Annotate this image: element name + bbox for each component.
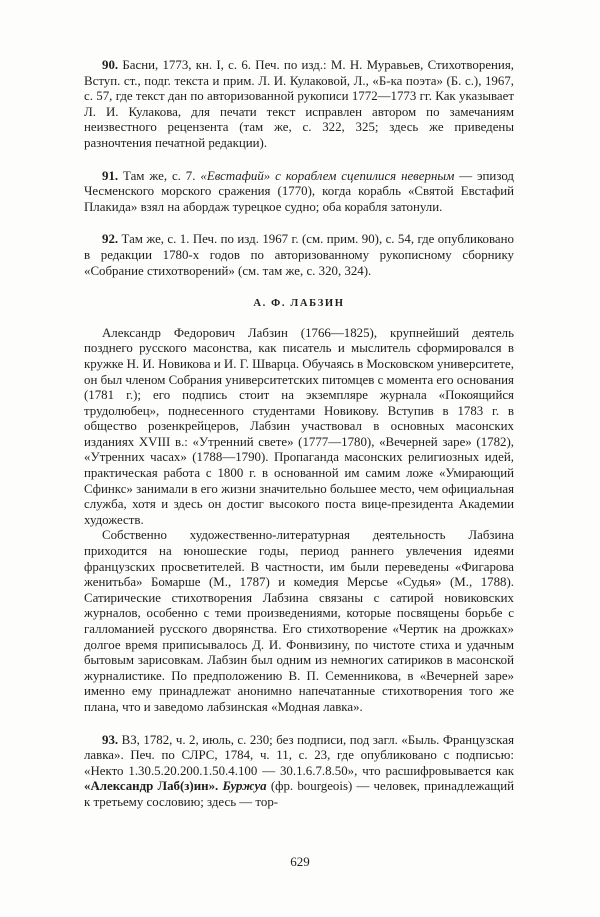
- note-number: 92.: [102, 232, 119, 247]
- note-text: Басни, 1773, кн. I, с. 6. Печ. по изд.: М. Н. Муравьев, Стихотворения, Вступ. ст., подг. текста и прим. Л. И. Кулаковой, Л., «Б-ка поэта» (Б. с.), 1967, с. 57, где текст дан по авторизованной рукописи 1772—1773 гг. Как указывает Л. И. Кулакова, для печати текст исправлен автором по замечаниям неизвестного рецензента (там же, с. 322, 325; здесь же приведены разночтения печатной редакции).: [84, 58, 514, 150]
- note-number: 91.: [102, 168, 119, 183]
- intro-paragraph-2: Собственно художественно-литературная деятельность Лабзина приходится на юношеские годы, период раннего увлечения идеями французских просветителей. В частности, им были переведены «Фигарова женитьба» Бомарше (М., 1787) и комедия Мерсье «Судья» (М., 1788). Сатирические стихотворения Лабзина связаны с сатирой новиковских журналов, особенно с теми произведениями, которые посвящены борьбе с галломанией русского дворянства. Его стихотворение «Чертик на дрожках» долгое время приписывалось Д. И. Фонвизину, по чистоте стиха и удачным бытовым зарисовкам. Лабзин был одним из немногих сатириков в масонской журналистике. По предположению В. П. Семенникова, в «Вечерней заре» именно ему принадлежат анонимно напечатанные стихотворения того же плана, что и заведомо лабзинская «Модная лавка».: [84, 528, 514, 714]
- note-91: [84, 169, 514, 216]
- note-text-prefix: Там же, с. 7.: [118, 168, 201, 183]
- note-90: [84, 58, 514, 152]
- text-column: [84, 58, 514, 828]
- note-text-prefix: ВЗ, 1782, ч. 2, июль, с. 230; без подписи, под загл. «Быль. Французская лавка». Печ. по СЛРС, 1784, ч. 11, с. 23, где опубликовано с подписью: «Некто 1.30.5.20.200.1.50.4.100 — 30.1.6.7.8.50», что расшифровывается как: [84, 732, 514, 778]
- page-number: 629: [290, 854, 310, 869]
- note-number: 93.: [102, 732, 119, 747]
- note-term: Буржуа: [222, 779, 267, 794]
- note-92: [84, 232, 514, 279]
- intro-paragraph-1: Александр Федорович Лабзин (1766—1825), крупнейший деятель позднего русского масонства, как писатель и мыслитель сформировался в кружке Н. И. Новикова и И. Г. Шварца. Обучаясь в Московском университете, он был членом Собрания университетских питомцев с момента его основания (1781 г.); его подпись стоит на экземпляре журнала «Покоящийся трудолюбец», поднесенного студентами Новикову. Вступив в 1783 г. в общество розенкрейцеров, Лабзин участвовал в основных масонских изданиях XVIII в.: «Утренний свете» (1777—1780), «Вечерней заре» (1782), «Утренних часах» (1788—1790). Пропаганда масонских религиозных идей, практическая работа с 1800 г. в основанной им самим ложе «Умирающий Сфинкс» занимали в его жизни значительно большее место, чем официальная служба, хотя и здесь он достиг высокого поста вице-президента Академии художеств.: [84, 325, 514, 527]
- note-quote: «Евстафий» с кораблем сцепилися неверным: [200, 168, 455, 183]
- section-heading: А. Ф. ЛАБЗИН: [253, 298, 345, 310]
- note-number: 90.: [102, 58, 119, 72]
- note-text: Там же, с. 1. Печ. по изд. 1967 г. (см. прим. 90), с. 54, где опубликовано в редакции 1780-х годов по авторизованному рукописному сборнику «Собрание стихотворений» (см. там же, с. 320, 324).: [84, 232, 514, 278]
- note-text: (фр. bourgeois) — человек, принадлежащий к третьему сословию; здесь — тор-: [84, 779, 514, 809]
- note-text: — эпизод Чесменского морского сражения (1770), когда корабль «Святой Евстафий Плакида» взял на абордаж турецкое судно; оба корабля затонули.: [84, 168, 514, 214]
- note-cipher: «Александр Лаб(з)ин».: [84, 779, 219, 794]
- note-93: [84, 733, 514, 811]
